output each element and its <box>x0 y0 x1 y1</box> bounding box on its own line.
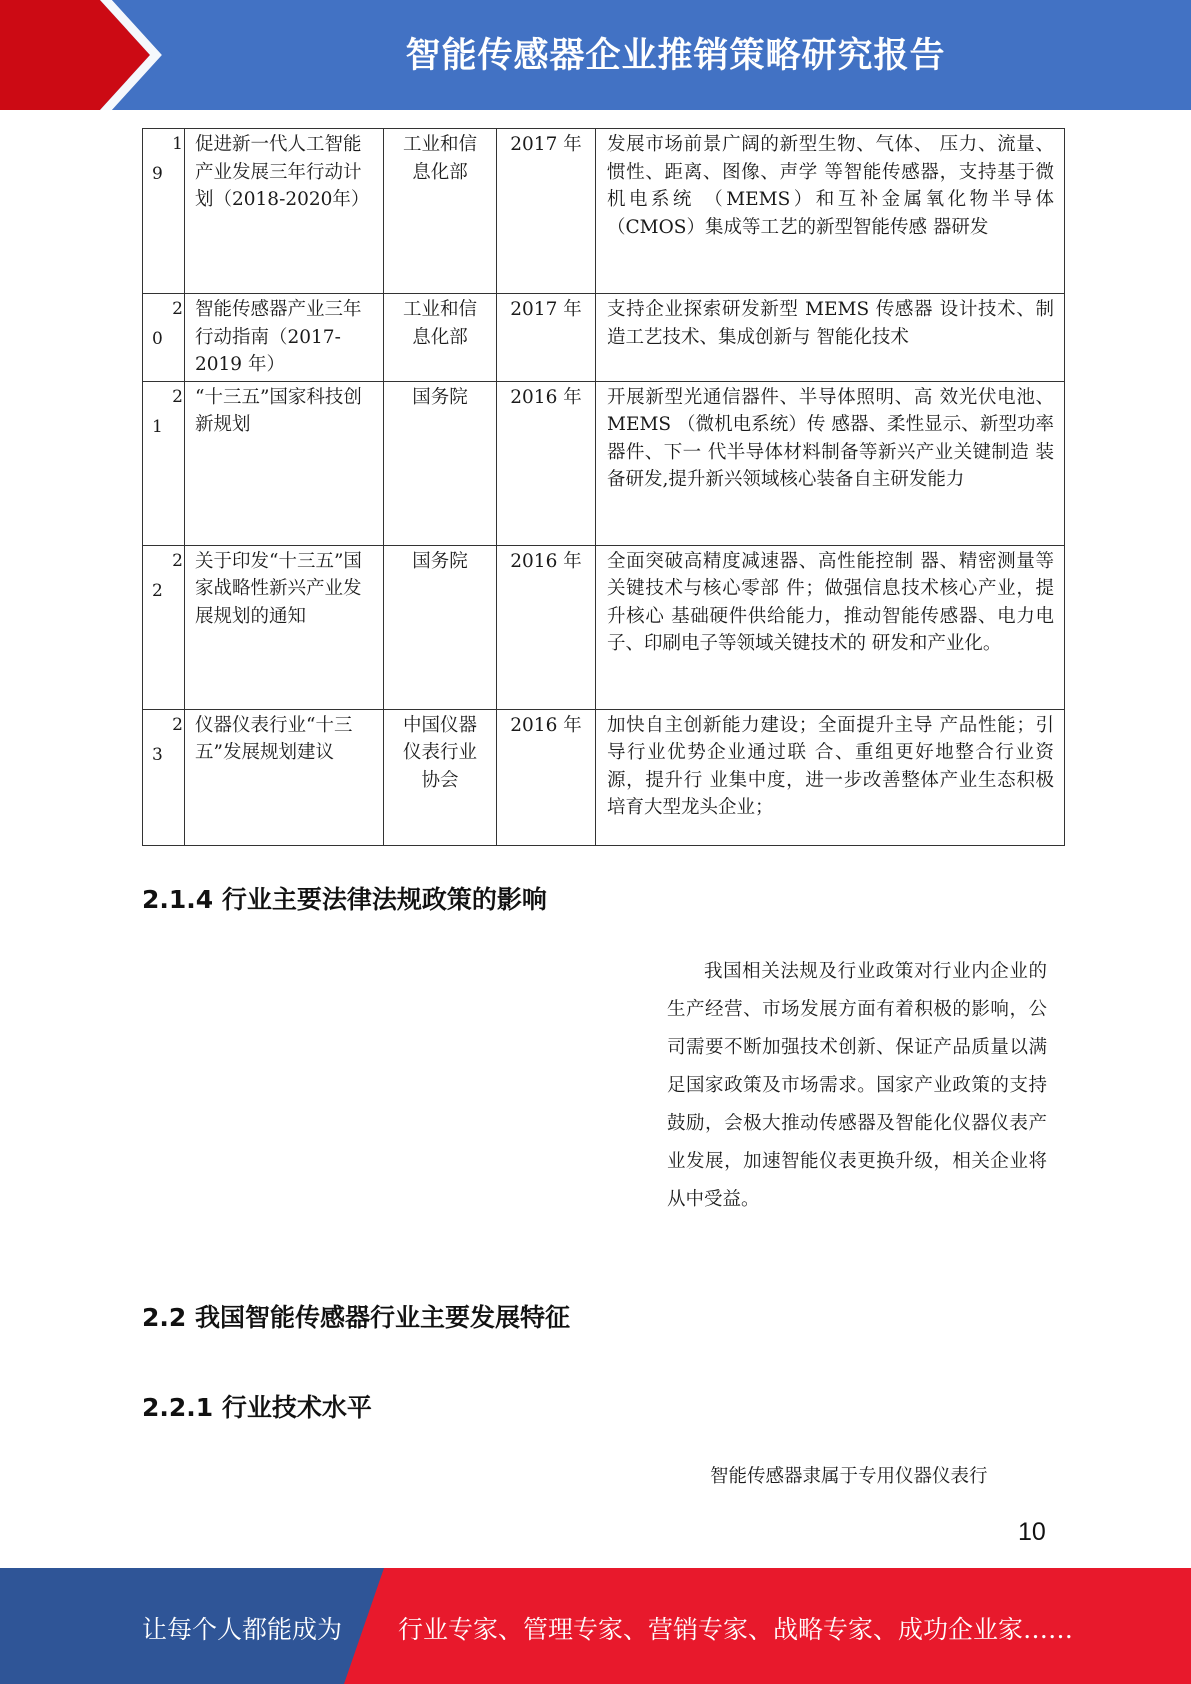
table-row <box>143 294 1065 382</box>
row-number-cell <box>143 129 185 294</box>
row-number-cell <box>143 294 185 382</box>
section-heading-2-2: 2.2 我国智能传感器行业主要发展特征 <box>142 1303 570 1332</box>
year-cell: 2016 年 <box>497 709 596 845</box>
row-number-digit: 9 <box>152 164 163 184</box>
content-cell: 发展市场前景广阔的新型生物、气体、 压力、流量、惯性、距离、图像、声学 等智能传感器，支持基于微机电系统 （MEMS）和互补金属氧化物半导体（CMOS）集成等工艺的新型智能传感 器研发 <box>596 129 1065 294</box>
page-footer <box>0 1568 1191 1684</box>
row-number-digit: 1 <box>172 134 183 154</box>
department-cell: 中国仪器仪表行业协会 <box>384 709 497 845</box>
department-cell: 国务院 <box>384 545 497 709</box>
row-number-digit: 2 <box>152 580 163 601</box>
section-paragraph: 我国相关法规及行业政策对行业内企业的生产经营、市场发展方面有着积极的影响，公司需要不断加强技术创新、保证产品质量以满足国家政策及市场需求。国家产业政策的支持鼓励，会极大推动传感器及智能化仪器仪表产业发展，加速智能仪表更换升级，相关企业将从中受益。 <box>667 961 1047 1210</box>
department-cell: 工业和信息化部 <box>384 129 497 294</box>
table-row <box>143 381 1065 545</box>
policy-name-cell: 促进新一代人工智能产业发展三年行动计划（2018-2020年） <box>185 129 384 294</box>
year-cell: 2016 年 <box>497 381 596 545</box>
content-cell: 支持企业探索研发新型 MEMS 传感器 设计技术、制造工艺技术、集成创新与 智能化技术 <box>596 294 1065 382</box>
row-number-digit: 0 <box>152 329 163 349</box>
footer-slogan-left: 让每个人都能成为 <box>142 1615 343 1644</box>
row-number-digit: 2 <box>172 386 183 407</box>
content-cell: 开展新型光通信器件、半导体照明、高 效光伏电池、MEMS （微机电系统）传 感器、柔性显示、新型功率器件、下一 代半导体材料制备等新兴产业关键制造 装备研发,提升新兴领域核心装备自主研发能力 <box>596 381 1065 545</box>
report-title: 智能传感器企业推销策略研究报告 <box>405 36 946 76</box>
content-cell: 加快自主创新能力建设；全面提升主导 产品性能；引导行业优势企业通过联 合、重组更好地整合行业资源，提升行 业集中度，进一步改善整体产业生态积极培育大型龙头企业； <box>596 709 1065 845</box>
policy-name-cell: “十三五”国家科技创新规划 <box>185 381 384 545</box>
table-row <box>143 545 1065 709</box>
section-heading-2-1-4: 2.1.4 行业主要法律法规政策的影响 <box>142 885 547 914</box>
year-cell: 2017 年 <box>497 294 596 382</box>
footer-slogan-right: 行业专家、管理专家、营销专家、战略专家、成功企业家…… <box>398 1615 1074 1644</box>
row-number-cell <box>143 545 185 709</box>
table-row <box>143 129 1065 294</box>
row-number-cell <box>143 709 185 845</box>
year-cell: 2017 年 <box>497 129 596 294</box>
row-number-digit: 3 <box>152 744 163 765</box>
policy-name-cell: 智能传感器产业三年行动指南（2017-2019 年） <box>185 294 384 382</box>
content-cell: 全面突破高精度减速器、高性能控制 器、精密测量等关键技术与核心零部 件；做强信息技术核心产业，提升核心 基础硬件供给能力，推动智能传感器、电力电子、印刷电子等领域关键技术的 研发和产业化。 <box>596 545 1065 709</box>
row-number-digit: 1 <box>152 416 163 437</box>
row-number-digit: 2 <box>172 714 183 735</box>
row-number-digit: 2 <box>172 299 183 319</box>
table-row <box>143 709 1065 845</box>
department-cell: 国务院 <box>384 381 497 545</box>
policy-table <box>142 128 1065 846</box>
row-number-digit: 2 <box>172 550 183 571</box>
section-heading-2-2-1: 2.2.1 行业技术水平 <box>142 1393 372 1422</box>
policy-name-cell: 仪器仪表行业“十三五”发展规划建议 <box>185 709 384 845</box>
policy-name-cell: 关于印发“十三五”国家战略性新兴产业发展规划的通知 <box>185 545 384 709</box>
department-cell: 工业和信息化部 <box>384 294 497 382</box>
page-header <box>0 0 1191 110</box>
year-cell: 2016 年 <box>497 545 596 709</box>
section-paragraph: 智能传感器隶属于专用仪器仪表行 <box>710 1466 988 1487</box>
page-number: 10 <box>1018 1518 1046 1546</box>
row-number-cell <box>143 381 185 545</box>
